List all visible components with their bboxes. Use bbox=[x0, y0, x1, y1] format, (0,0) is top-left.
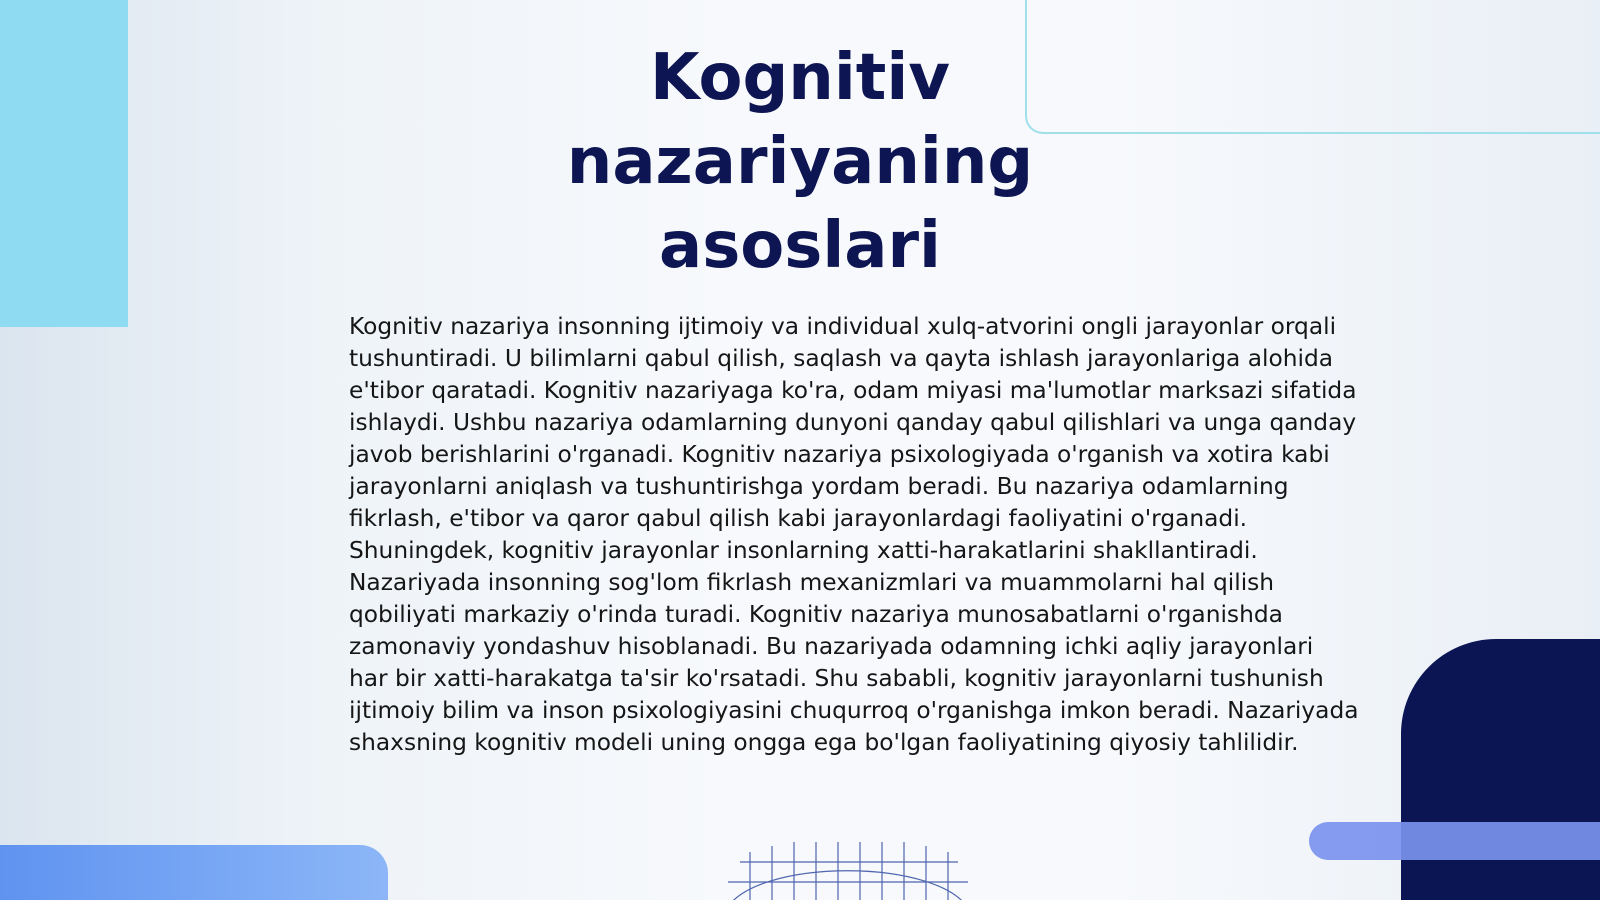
slide-body-text: Kognitiv nazariya insonning ijtimoiy va individual xulq-atvorini ongli jarayonlar orqali tushuntiradi. U bilimlarni qabul qilish, saqlash va qayta ishlash jarayonlariga alohida e'tibor qaratadi. Kognitiv nazariyaga ko'ra, odam miyasi ma'lumotlar marksazi sifatida ishlaydi. Ushbu nazariya odamlarning dunyoni qanday qabul qilishlari va unga qanday javob berishlarini o'rganadi. Kognitiv nazariya psixologiyada o'rganish va xotira kabi jarayonlarni aniqlash va tushuntirishga yordam beradi. Bu nazariya odamlarning fikrlash, e'tibor va qaror qabul qilish kabi jarayonlardagi faoliyatini o'rganadi. Shuningdek, kognitiv jarayonlar insonlarning xatti-harakatlarini shakllantiradi. Nazariyada insonning sog'lom fikrlash mexanizmlari va muammolarni hal qilish qobiliyati markaziy o'rinda turadi. Kognitiv nazariya munosabatlarni o'rganishda zamonaviy yondashuv hisoblanadi. Bu nazariyada odamning ichki aqliy jarayonlari har bir xatti-harakatga ta'sir ko'rsatadi. Shu sababli, kognitiv jarayonlarni tushunish ijtimoiy bilim va inson psixologiyasini chuqurroq o'rganishga imkon beradi. Nazariyada shaxsning kognitiv modeli uning ongga ega bo'lgan faoliyatining qiyosiy tahlilidir. bbox=[349, 313, 1359, 756]
decorative-navy-shape bbox=[1401, 639, 1600, 900]
decorative-outline-frame bbox=[1025, 0, 1600, 134]
decorative-periwinkle-pill bbox=[1309, 822, 1600, 860]
decorative-cyan-block bbox=[0, 0, 128, 327]
slide-title: Kognitiv nazariyaning asoslari bbox=[566, 41, 1034, 283]
decorative-blue-bar bbox=[0, 845, 388, 900]
decorative-grid-globe bbox=[720, 842, 975, 900]
